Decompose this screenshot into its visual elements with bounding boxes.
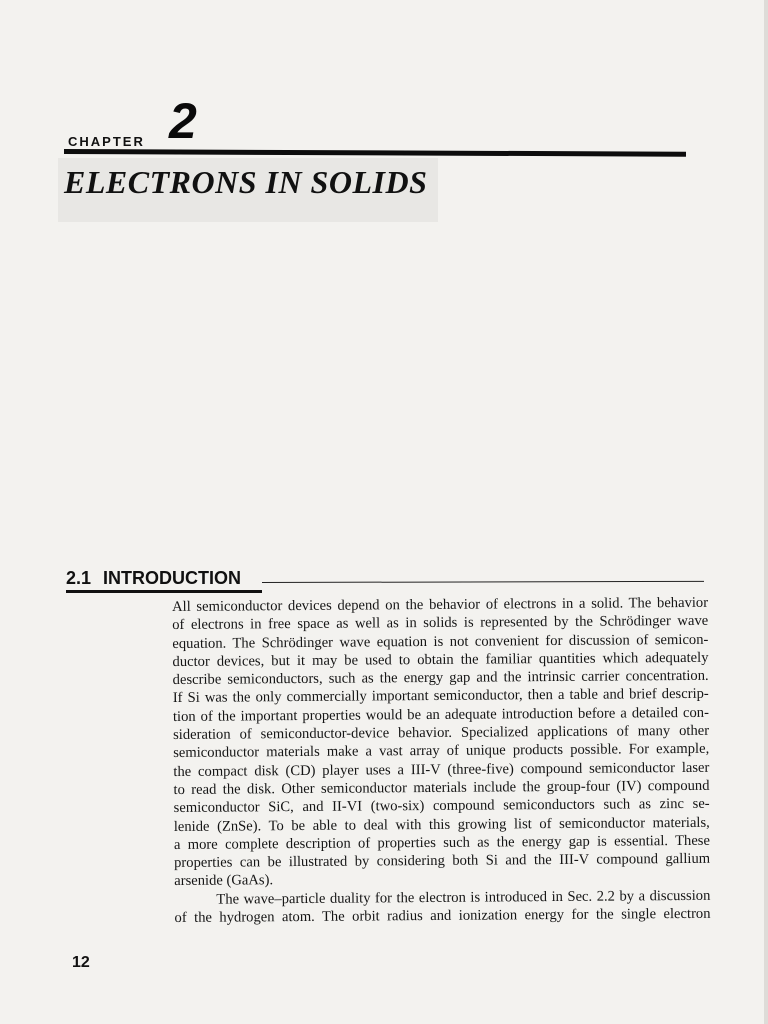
text-line: If Si was the only commercially important semiconductor, then a table and brief descrip- [172,686,709,707]
text-line: equation. The Schrödinger wave equation is not convenient for discussion of semicon- [172,631,709,652]
chapter-rule [64,149,686,157]
body-text [172,594,711,928]
text-line: of the hydrogen atom. The orbit radius and ionization energy for the single electron [174,905,711,927]
paragraph-1 [172,594,710,891]
text-line: sideration of semiconductor-device behavior. Specialized applications of many other [173,722,710,744]
text-line: describe semiconductors, such as the energy gap and the intrinsic carrier concentration. [172,667,709,689]
chapter-number: 2 [169,93,197,149]
chapter-title: ELECTRONS IN SOLIDS [64,164,428,200]
chapter-label: CHAPTER [68,134,145,149]
section-rule-thin [262,581,704,583]
text-line: a more complete description of properties such as the energy gap is essential. These [173,832,710,853]
text-line: All semiconductor devices depend on the behavior of electrons in a solid. The behavior [172,594,709,615]
text-line: lenide (ZnSe). To be able to deal with this growing list of semiconductor materials, [173,814,710,835]
section-title: INTRODUCTION [103,568,242,588]
text-line: ductor devices, but it may be used to obtain the familiar quantities which adequately [172,649,709,670]
paragraph-2 [174,887,710,928]
section-rule-thick [66,590,262,593]
text-line: to read the disk. Other semiconductor materials include the group-four (IV) compound [173,777,710,798]
text-line: the compact disk (CD) player uses a III-V (three-five) compound semiconductor laser [173,759,710,780]
section-heading [66,568,241,589]
text-line: semiconductor SiC, and II-VI (two-six) compound semiconductors such as zinc se- [173,796,710,817]
section-number: 2.1 [66,568,92,588]
text-line: properties can be illustrated by considering both Si and the III-V compound gallium [174,850,711,872]
scan-edge [764,0,768,1024]
text-line: The wave–particle duality for the electron is introduced in Sec. 2.2 by a discussion [216,887,711,908]
text-line: tion of the important properties would be an adequate introduction before a detailed con- [172,704,709,725]
text-line: semiconductor materials make a vast array of unique products possible. For example, [173,741,710,762]
text-line: arsenide (GaAs). [174,872,274,890]
text-line: of electrons in free space as well as in solids is represented by the Schrödinger wave [172,613,709,634]
page-number: 12 [72,954,90,971]
